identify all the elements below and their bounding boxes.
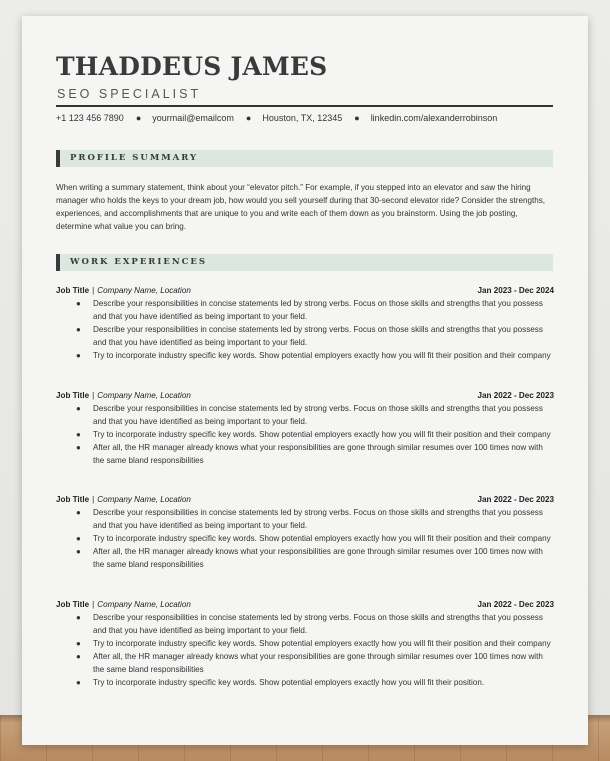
bullet-icon: ● xyxy=(76,678,81,687)
job-separator: | xyxy=(92,495,95,504)
job-dates: Jan 2023 - Dec 2024 xyxy=(477,286,554,295)
bullet-text: Describe your responsibilities in concise statements led by strong verbs. Focus on those skills and strengths that you possess and that you have identified as being important to your field. xyxy=(93,404,543,426)
job-entry xyxy=(56,284,554,362)
job-company: Company Name, Location xyxy=(97,495,191,504)
job-company: Company Name, Location xyxy=(97,600,191,609)
job-dates: Jan 2022 - Dec 2023 xyxy=(477,600,554,609)
contact-phone: +1 123 456 7890 xyxy=(56,113,124,123)
job-bullets xyxy=(56,611,554,689)
bullet-text: After all, the HR manager already knows what your responsibilities are gone through similar resumes over 100 times now with the same bland responsibilities xyxy=(93,443,543,465)
candidate-title: SEO SPECIALIST xyxy=(57,87,202,101)
list-item xyxy=(56,676,554,689)
contact-linkedin: linkedin.com/alexanderrobinson xyxy=(370,113,498,123)
job-separator: | xyxy=(92,600,95,609)
section-heading-label: WORK EXPERIENCES xyxy=(70,257,207,267)
profile-summary-heading xyxy=(56,150,553,167)
list-item xyxy=(56,428,554,441)
job-bullets xyxy=(56,297,554,362)
list-item xyxy=(56,611,554,637)
job-dates: Jan 2022 - Dec 2023 xyxy=(477,495,554,504)
job-bullets xyxy=(56,402,554,467)
section-marker xyxy=(56,150,60,167)
job-header xyxy=(56,389,554,402)
bullet-text: Try to incorporate industry specific key words. Show potential employers exactly how you will fit their position and their company xyxy=(93,430,551,439)
bullet-text: After all, the HR manager already knows what your responsibilities are gone through similar resumes over 100 times now with the same bland responsibilities xyxy=(93,547,543,569)
list-item xyxy=(56,650,554,676)
header-divider xyxy=(56,105,553,107)
job-header xyxy=(56,284,554,297)
bullet-icon: ● xyxy=(76,613,81,622)
job-title: Job Title xyxy=(56,495,90,504)
list-item xyxy=(56,441,554,467)
bullet-separator-icon: ● xyxy=(135,113,142,123)
contact-location: Houston, TX, 12345 xyxy=(262,113,343,123)
bullet-text: Try to incorporate industry specific key words. Show potential employers exactly how you will fit their position and their company xyxy=(93,534,551,543)
list-item xyxy=(56,532,554,545)
bullet-icon: ● xyxy=(76,652,81,661)
job-header xyxy=(56,493,554,506)
bullet-separator-icon: ● xyxy=(354,113,360,123)
contact-line xyxy=(56,113,553,123)
list-item xyxy=(56,402,554,428)
list-item xyxy=(56,349,554,362)
job-entry xyxy=(56,598,554,689)
list-item xyxy=(56,545,554,571)
job-entry xyxy=(56,389,554,467)
bullet-icon: ● xyxy=(76,534,81,543)
bullet-text: Try to incorporate industry specific key words. Show potential employers exactly how you will fit their position. xyxy=(93,678,485,687)
bullet-icon: ● xyxy=(76,639,81,648)
bullet-text: Try to incorporate industry specific key words. Show potential employers exactly how you will fit their position and their company xyxy=(93,639,551,648)
bullet-text: Describe your responsibilities in concise statements led by strong verbs. Focus on those skills and strengths that you possess and that you have identified as being important to your field. xyxy=(93,613,543,635)
bullet-text: Describe your responsibilities in concise statements led by strong verbs. Focus on those skills and strengths that you possess and that you have identified as being important to your field. xyxy=(93,299,543,321)
resume-page xyxy=(22,16,588,745)
job-company: Company Name, Location xyxy=(97,391,191,400)
bullet-icon: ● xyxy=(76,508,81,517)
job-entry xyxy=(56,493,554,571)
section-heading-label: PROFILE SUMMARY xyxy=(70,153,199,163)
bullet-text: Try to incorporate industry specific key words. Show potential employers exactly how you will fit their position and their company xyxy=(93,351,551,360)
bullet-icon: ● xyxy=(76,443,81,452)
job-dates: Jan 2022 - Dec 2023 xyxy=(477,391,554,400)
job-separator: | xyxy=(92,391,95,400)
list-item xyxy=(56,506,554,532)
profile-summary-text: When writing a summary statement, think about your “elevator pitch.” For example, if you stepped into an elevator and saw the hiring manager who holds the keys to your dream job, how would you sell yourself during that 30-second elevator ride? Consider the strengths, experiences, and accomplishments that are unique to you and write each of them down as you brainstorm. Using the job posting, determine what value you can bring. xyxy=(56,183,546,231)
section-marker xyxy=(56,254,60,271)
job-company: Company Name, Location xyxy=(97,286,191,295)
list-item xyxy=(56,297,554,323)
bullet-separator-icon: ● xyxy=(245,113,252,123)
bullet-icon: ● xyxy=(76,404,81,413)
bullet-icon: ● xyxy=(76,325,81,334)
job-header xyxy=(56,598,554,611)
bullet-icon: ● xyxy=(76,547,81,556)
bullet-text: After all, the HR manager already knows what your responsibilities are gone through similar resumes over 100 times now with the same bland responsibilities xyxy=(93,652,543,674)
bullet-text: Describe your responsibilities in concise statements led by strong verbs. Focus on those skills and strengths that you possess and that you have identified as being important to your field. xyxy=(93,325,543,347)
bullet-text: Describe your responsibilities in concise statements led by strong verbs. Focus on those skills and strengths that you possess and that you have identified as being important to your field. xyxy=(93,508,543,530)
bullet-icon: ● xyxy=(76,351,81,360)
job-title: Job Title xyxy=(56,600,90,609)
job-title: Job Title xyxy=(56,286,90,295)
job-bullets xyxy=(56,506,554,571)
bullet-icon: ● xyxy=(76,430,81,439)
list-item xyxy=(56,637,554,650)
job-title: Job Title xyxy=(56,391,90,400)
list-item xyxy=(56,323,554,349)
job-separator: | xyxy=(92,286,95,295)
candidate-name: THADDEUS JAMES xyxy=(56,52,328,81)
bullet-icon: ● xyxy=(76,299,81,308)
work-experiences-heading xyxy=(56,254,553,271)
contact-email: yourmail@emailcom xyxy=(152,113,234,123)
